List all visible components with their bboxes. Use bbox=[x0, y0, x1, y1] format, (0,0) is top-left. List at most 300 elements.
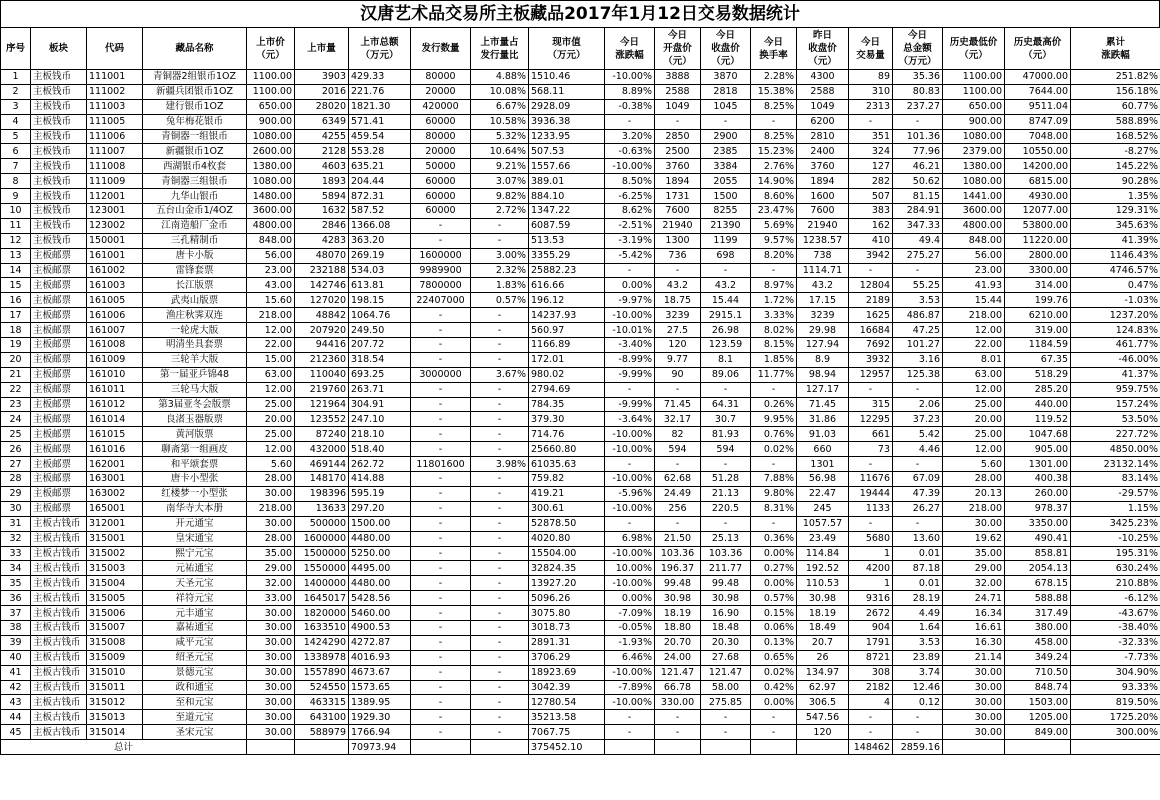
table-cell: 161001 bbox=[87, 248, 143, 263]
table-cell: 221.76 bbox=[349, 84, 411, 99]
table-cell: 18.48 bbox=[701, 620, 751, 635]
table-cell: 196.12 bbox=[529, 293, 605, 308]
table-cell: 553.28 bbox=[349, 144, 411, 159]
table-cell: 12.00 bbox=[943, 382, 1005, 397]
table-cell: 五台山金币1/4OZ bbox=[143, 204, 247, 219]
table-cell: - bbox=[411, 338, 471, 353]
table-cell: 主板古钱币 bbox=[31, 725, 87, 740]
table-cell: 62.68 bbox=[655, 472, 701, 487]
table-cell: 275.27 bbox=[893, 248, 943, 263]
column-header: 上市量 bbox=[295, 28, 349, 70]
table-cell: 52878.50 bbox=[529, 516, 605, 531]
table-cell: 650.00 bbox=[247, 99, 295, 114]
table-cell: 30.00 bbox=[247, 695, 295, 710]
table-cell: 1573.65 bbox=[349, 680, 411, 695]
table-cell: 明清坐具套票 bbox=[143, 338, 247, 353]
table-cell: 主板邮票 bbox=[31, 338, 87, 353]
table-cell: 23.00 bbox=[247, 263, 295, 278]
table-cell: 25660.80 bbox=[529, 442, 605, 457]
table-cell: - bbox=[411, 591, 471, 606]
table-cell: - bbox=[411, 576, 471, 591]
table-cell: 379.30 bbox=[529, 412, 605, 427]
total-empty bbox=[247, 740, 295, 755]
table-cell: -6.12% bbox=[1071, 591, 1160, 606]
table-cell: -1.93% bbox=[605, 635, 655, 650]
table-cell: 120 bbox=[655, 338, 701, 353]
table-cell: 81.93 bbox=[701, 427, 751, 442]
table-cell: 101.36 bbox=[893, 129, 943, 144]
table-cell: - bbox=[471, 620, 529, 635]
table-cell: 318.54 bbox=[349, 352, 411, 367]
table-cell: - bbox=[471, 680, 529, 695]
table-cell: -2.51% bbox=[605, 218, 655, 233]
table-body bbox=[1, 70, 1160, 740]
table-row bbox=[1, 486, 1160, 501]
table-cell: 1557.66 bbox=[529, 159, 605, 174]
table-cell: 60000 bbox=[411, 204, 471, 219]
total-empty bbox=[655, 740, 701, 755]
table-cell: 3932 bbox=[849, 352, 893, 367]
table-row bbox=[1, 516, 1160, 531]
table-cell: - bbox=[701, 114, 751, 129]
table-cell: 245 bbox=[797, 501, 849, 516]
table-cell: 主板古钱币 bbox=[31, 531, 87, 546]
table-cell: 18923.69 bbox=[529, 665, 605, 680]
table-cell: 2385 bbox=[701, 144, 751, 159]
table-cell: 53800.00 bbox=[1005, 218, 1071, 233]
column-header: 藏品名称 bbox=[143, 28, 247, 70]
table-cell: 91.03 bbox=[797, 427, 849, 442]
table-cell: -7.89% bbox=[605, 680, 655, 695]
table-cell: 35 bbox=[1, 576, 31, 591]
table-cell: 3600.00 bbox=[247, 204, 295, 219]
table-cell: 1 bbox=[849, 576, 893, 591]
table-cell: - bbox=[471, 382, 529, 397]
table-cell: -32.33% bbox=[1071, 635, 1160, 650]
total-empty bbox=[701, 740, 751, 755]
table-cell: 60000 bbox=[411, 189, 471, 204]
table-cell: 87240 bbox=[295, 427, 349, 442]
table-cell: 4.46 bbox=[893, 442, 943, 457]
table-cell: - bbox=[411, 620, 471, 635]
table-cell: 3018.73 bbox=[529, 620, 605, 635]
table-cell: 27.68 bbox=[701, 650, 751, 665]
table-cell: 1100.00 bbox=[943, 84, 1005, 99]
table-cell: 16.61 bbox=[943, 620, 1005, 635]
table-cell: 260.00 bbox=[1005, 486, 1071, 501]
table-cell: 主板古钱币 bbox=[31, 710, 87, 725]
table-cell: 13633 bbox=[295, 501, 349, 516]
table-cell: 125.38 bbox=[893, 367, 943, 382]
table-cell: - bbox=[701, 263, 751, 278]
table-cell: - bbox=[893, 114, 943, 129]
table-cell: 121.47 bbox=[701, 665, 751, 680]
table-cell: 41 bbox=[1, 665, 31, 680]
table-cell: 主板古钱币 bbox=[31, 516, 87, 531]
table-cell: - bbox=[605, 263, 655, 278]
table-cell: 315012 bbox=[87, 695, 143, 710]
table-cell: 1057.57 bbox=[797, 516, 849, 531]
table-cell: 16684 bbox=[849, 323, 893, 338]
table-cell: 121.47 bbox=[655, 665, 701, 680]
table-cell: - bbox=[751, 710, 797, 725]
table-cell: - bbox=[411, 382, 471, 397]
table-cell: 300.00% bbox=[1071, 725, 1160, 740]
table-row bbox=[1, 204, 1160, 219]
table-cell: 315008 bbox=[87, 635, 143, 650]
table-row bbox=[1, 248, 1160, 263]
table-cell: 5.60 bbox=[247, 457, 295, 472]
column-header: 代码 bbox=[87, 28, 143, 70]
table-cell: -9.97% bbox=[605, 293, 655, 308]
table-row bbox=[1, 576, 1160, 591]
table-cell: 政和通宝 bbox=[143, 680, 247, 695]
table-cell: 94416 bbox=[295, 338, 349, 353]
table-cell: 30.00 bbox=[247, 486, 295, 501]
table-cell: 207.72 bbox=[349, 338, 411, 353]
table-row bbox=[1, 546, 1160, 561]
table-cell: 304.90% bbox=[1071, 665, 1160, 680]
table-cell: 13 bbox=[1, 248, 31, 263]
table-cell: 12.00 bbox=[943, 442, 1005, 457]
table-cell: 315007 bbox=[87, 620, 143, 635]
table-cell: 0.01 bbox=[893, 546, 943, 561]
table-cell: 10.58% bbox=[471, 114, 529, 129]
table-cell: 4272.87 bbox=[349, 635, 411, 650]
table-cell: 19 bbox=[1, 338, 31, 353]
table-cell: -10.00% bbox=[605, 546, 655, 561]
table-cell: 21940 bbox=[797, 218, 849, 233]
table-cell: 1049 bbox=[655, 99, 701, 114]
table-cell: 380.00 bbox=[1005, 620, 1071, 635]
table-cell: 47.25 bbox=[893, 323, 943, 338]
table-cell: 196.37 bbox=[655, 561, 701, 576]
table-cell: 127.17 bbox=[797, 382, 849, 397]
table-cell: 主板邮票 bbox=[31, 323, 87, 338]
table-footer bbox=[1, 740, 1160, 755]
table-cell: - bbox=[751, 263, 797, 278]
table-cell: 28.00 bbox=[247, 472, 295, 487]
table-cell: 49.4 bbox=[893, 233, 943, 248]
column-header: 今日 总金额 （万元） bbox=[893, 28, 943, 70]
table-cell: 134.97 bbox=[797, 665, 849, 680]
table-cell: 8 bbox=[1, 174, 31, 189]
table-cell: 315010 bbox=[87, 665, 143, 680]
total-empty bbox=[471, 740, 529, 755]
table-cell: 324 bbox=[849, 144, 893, 159]
table-cell: 1.64 bbox=[893, 620, 943, 635]
table-cell: 23.49 bbox=[797, 531, 849, 546]
table-cell: 4673.67 bbox=[349, 665, 411, 680]
table-cell: 6 bbox=[1, 144, 31, 159]
table-row bbox=[1, 352, 1160, 367]
table-cell: 319.00 bbox=[1005, 323, 1071, 338]
table-cell: 62.97 bbox=[797, 680, 849, 695]
table-cell: - bbox=[471, 486, 529, 501]
sheet-title: 汉唐艺术品交易所主板藏品2017年1月12日交易数据统计 bbox=[0, 0, 1160, 27]
table-cell: -1.03% bbox=[1071, 293, 1160, 308]
table-cell: 36 bbox=[1, 591, 31, 606]
table-cell: -3.19% bbox=[605, 233, 655, 248]
table-cell: 0.00% bbox=[605, 278, 655, 293]
table-cell: 3870 bbox=[701, 70, 751, 85]
table-cell: -8.27% bbox=[1071, 144, 1160, 159]
table-cell: 18.75 bbox=[655, 293, 701, 308]
table-cell: 1133 bbox=[849, 501, 893, 516]
table-cell: 1080.00 bbox=[247, 174, 295, 189]
table-cell: 元丰通宝 bbox=[143, 606, 247, 621]
table-cell: 一轮虎大版 bbox=[143, 323, 247, 338]
table-cell: 547.56 bbox=[797, 710, 849, 725]
table-cell: 4283 bbox=[295, 233, 349, 248]
table-cell: 30.7 bbox=[701, 412, 751, 427]
table-cell: 458.00 bbox=[1005, 635, 1071, 650]
table-cell: 4300 bbox=[797, 70, 849, 85]
table-cell: 161011 bbox=[87, 382, 143, 397]
table-cell: 30.00 bbox=[247, 725, 295, 740]
table-cell: -5.42% bbox=[605, 248, 655, 263]
table-cell: -10.00% bbox=[605, 159, 655, 174]
table-cell: 588.88 bbox=[1005, 591, 1071, 606]
table-cell: 123002 bbox=[87, 218, 143, 233]
table-cell: 87.18 bbox=[893, 561, 943, 576]
table-cell: 20000 bbox=[411, 144, 471, 159]
table-cell: 635.21 bbox=[349, 159, 411, 174]
table-cell: 皇宋通宝 bbox=[143, 531, 247, 546]
table-cell: - bbox=[605, 725, 655, 740]
table-cell: 20 bbox=[1, 352, 31, 367]
table-cell: 22.47 bbox=[797, 486, 849, 501]
table-cell: 黄河版票 bbox=[143, 427, 247, 442]
table-cell: - bbox=[751, 725, 797, 740]
table-cell: 819.50% bbox=[1071, 695, 1160, 710]
table-cell: 518.40 bbox=[349, 442, 411, 457]
table-cell: 8.25% bbox=[751, 99, 797, 114]
table-cell: 28.00 bbox=[943, 472, 1005, 487]
table-cell: 圣宋元宝 bbox=[143, 725, 247, 740]
table-cell: 26.98 bbox=[701, 323, 751, 338]
table-cell: -0.63% bbox=[605, 144, 655, 159]
table-cell: 30.00 bbox=[247, 620, 295, 635]
table-cell: -10.00% bbox=[605, 695, 655, 710]
table-cell: 至和元宝 bbox=[143, 695, 247, 710]
table-cell: 7600 bbox=[797, 204, 849, 219]
table-cell: 60000 bbox=[411, 174, 471, 189]
table-row bbox=[1, 620, 1160, 635]
table-header bbox=[1, 28, 1160, 70]
table-cell: 219760 bbox=[295, 382, 349, 397]
table-cell: - bbox=[411, 531, 471, 546]
table-cell: 主板古钱币 bbox=[31, 665, 87, 680]
table-cell: 2128 bbox=[295, 144, 349, 159]
table-cell: 282 bbox=[849, 174, 893, 189]
table-cell: 285.20 bbox=[1005, 382, 1071, 397]
table-cell: 30.00 bbox=[943, 725, 1005, 740]
table-cell: 2016 bbox=[295, 84, 349, 99]
table-cell: 1.15% bbox=[1071, 501, 1160, 516]
table-cell: 315002 bbox=[87, 546, 143, 561]
table-cell: - bbox=[751, 382, 797, 397]
table-cell: 256 bbox=[655, 501, 701, 516]
table-cell: 56.98 bbox=[797, 472, 849, 487]
table-cell: 161016 bbox=[87, 442, 143, 457]
table-cell: 111002 bbox=[87, 84, 143, 99]
table-cell: 312001 bbox=[87, 516, 143, 531]
table-cell: 2.72% bbox=[471, 204, 529, 219]
table-cell: - bbox=[411, 427, 471, 442]
table-cell: 900.00 bbox=[943, 114, 1005, 129]
table-cell: 3300.00 bbox=[1005, 263, 1071, 278]
table-cell: 0.36% bbox=[751, 531, 797, 546]
table-cell: 9989900 bbox=[411, 263, 471, 278]
table-cell: 736 bbox=[655, 248, 701, 263]
table-cell: 73 bbox=[849, 442, 893, 457]
table-cell: 5.60 bbox=[943, 457, 1005, 472]
table-cell: 2588 bbox=[655, 84, 701, 99]
table-cell: 317.49 bbox=[1005, 606, 1071, 621]
table-cell: 82 bbox=[655, 427, 701, 442]
table-cell: - bbox=[655, 516, 701, 531]
table-cell: 20.7 bbox=[797, 635, 849, 650]
table-cell: 0.47% bbox=[1071, 278, 1160, 293]
table-cell: - bbox=[411, 710, 471, 725]
table-cell: 315004 bbox=[87, 576, 143, 591]
table-cell: -10.00% bbox=[605, 472, 655, 487]
table-cell: -0.05% bbox=[605, 620, 655, 635]
table-cell: 主板邮票 bbox=[31, 442, 87, 457]
table-row bbox=[1, 606, 1160, 621]
table-cell: 0.01 bbox=[893, 576, 943, 591]
table-cell: 2850 bbox=[655, 129, 701, 144]
table-cell: 4900.53 bbox=[349, 620, 411, 635]
header-row bbox=[1, 28, 1160, 70]
table-cell: 650.00 bbox=[943, 99, 1005, 114]
table-cell: 90 bbox=[655, 367, 701, 382]
table-cell: 848.74 bbox=[1005, 680, 1071, 695]
table-cell: 22.00 bbox=[247, 338, 295, 353]
table-cell: 14237.93 bbox=[529, 308, 605, 323]
table-cell: 4 bbox=[1, 114, 31, 129]
table-cell: 15.23% bbox=[751, 144, 797, 159]
table-cell: 784.35 bbox=[529, 397, 605, 412]
table-cell: 33.00 bbox=[247, 591, 295, 606]
table-cell: 0.57% bbox=[751, 591, 797, 606]
table-cell: - bbox=[471, 352, 529, 367]
table-cell: 8255 bbox=[701, 204, 751, 219]
table-cell: 661 bbox=[849, 427, 893, 442]
table-cell: - bbox=[471, 665, 529, 680]
table-cell: 6.98% bbox=[605, 531, 655, 546]
table-cell: 30.00 bbox=[943, 695, 1005, 710]
table-cell: - bbox=[605, 516, 655, 531]
table-cell: 872.31 bbox=[349, 189, 411, 204]
table-cell: 80.83 bbox=[893, 84, 943, 99]
table-cell: 30.00 bbox=[943, 680, 1005, 695]
table-cell: 101.27 bbox=[893, 338, 943, 353]
table-cell: 9.57% bbox=[751, 233, 797, 248]
table-cell: 主板钱币 bbox=[31, 84, 87, 99]
table-cell: 1791 bbox=[849, 635, 893, 650]
table-cell: 50.62 bbox=[893, 174, 943, 189]
table-cell: 71.45 bbox=[655, 397, 701, 412]
table-cell: - bbox=[471, 606, 529, 621]
table-cell: 主板邮票 bbox=[31, 486, 87, 501]
table-cell: 2800.00 bbox=[1005, 248, 1071, 263]
table-cell: 5 bbox=[1, 129, 31, 144]
table-cell: 93.33% bbox=[1071, 680, 1160, 695]
table-cell: - bbox=[411, 635, 471, 650]
table-cell: 114.84 bbox=[797, 546, 849, 561]
table-cell: 9.21% bbox=[471, 159, 529, 174]
table-cell: 1347.22 bbox=[529, 204, 605, 219]
table-cell: 858.81 bbox=[1005, 546, 1071, 561]
total-row bbox=[1, 740, 1160, 755]
table-cell: - bbox=[411, 695, 471, 710]
table-cell: 60000 bbox=[411, 114, 471, 129]
table-cell: 2846 bbox=[295, 218, 349, 233]
table-cell: 204.44 bbox=[349, 174, 411, 189]
table-cell: 218.00 bbox=[247, 501, 295, 516]
table-cell: 161008 bbox=[87, 338, 143, 353]
table-cell: - bbox=[605, 710, 655, 725]
table-cell: 30.00 bbox=[247, 665, 295, 680]
table-cell: 1 bbox=[1, 70, 31, 85]
table-cell: 32824.35 bbox=[529, 561, 605, 576]
table-cell: 308 bbox=[849, 665, 893, 680]
table-cell: 主板古钱币 bbox=[31, 606, 87, 621]
table-cell: 建行银币1OZ bbox=[143, 99, 247, 114]
table-cell: 1166.89 bbox=[529, 338, 605, 353]
table-cell: 1821.30 bbox=[349, 99, 411, 114]
table-cell: - bbox=[655, 725, 701, 740]
table-cell: - bbox=[849, 516, 893, 531]
table-cell: 3600.00 bbox=[943, 204, 1005, 219]
table-cell: 269.19 bbox=[349, 248, 411, 263]
table-cell: 主板钱币 bbox=[31, 144, 87, 159]
table-cell: 161010 bbox=[87, 367, 143, 382]
table-cell: 34 bbox=[1, 561, 31, 576]
table-cell: 0.13% bbox=[751, 635, 797, 650]
table-cell: 4800.00 bbox=[943, 218, 1005, 233]
table-cell: 410 bbox=[849, 233, 893, 248]
table-cell: 163002 bbox=[87, 486, 143, 501]
table-cell: - bbox=[655, 382, 701, 397]
table-cell: 42 bbox=[1, 680, 31, 695]
table-row bbox=[1, 635, 1160, 650]
table-cell: 3760 bbox=[655, 159, 701, 174]
table-cell: 14.90% bbox=[751, 174, 797, 189]
table-cell: 4930.00 bbox=[1005, 189, 1071, 204]
table-cell: 主板邮票 bbox=[31, 472, 87, 487]
table-cell: -9.99% bbox=[605, 367, 655, 382]
table-cell: 8.31% bbox=[751, 501, 797, 516]
table-cell: 534.03 bbox=[349, 263, 411, 278]
table-cell: 127 bbox=[849, 159, 893, 174]
table-cell: 21390 bbox=[701, 218, 751, 233]
table-cell: 30.00 bbox=[247, 516, 295, 531]
table-cell: - bbox=[655, 263, 701, 278]
table-cell: 211.77 bbox=[701, 561, 751, 576]
table-cell: 32.00 bbox=[247, 576, 295, 591]
table-cell: 渔庄秋霁双连 bbox=[143, 308, 247, 323]
table-cell: 568.11 bbox=[529, 84, 605, 99]
table-cell: 161015 bbox=[87, 427, 143, 442]
table-cell: - bbox=[471, 710, 529, 725]
table-cell: 主板钱币 bbox=[31, 159, 87, 174]
table-cell: 111005 bbox=[87, 114, 143, 129]
table-cell: 12780.54 bbox=[529, 695, 605, 710]
table-cell: 58.00 bbox=[701, 680, 751, 695]
